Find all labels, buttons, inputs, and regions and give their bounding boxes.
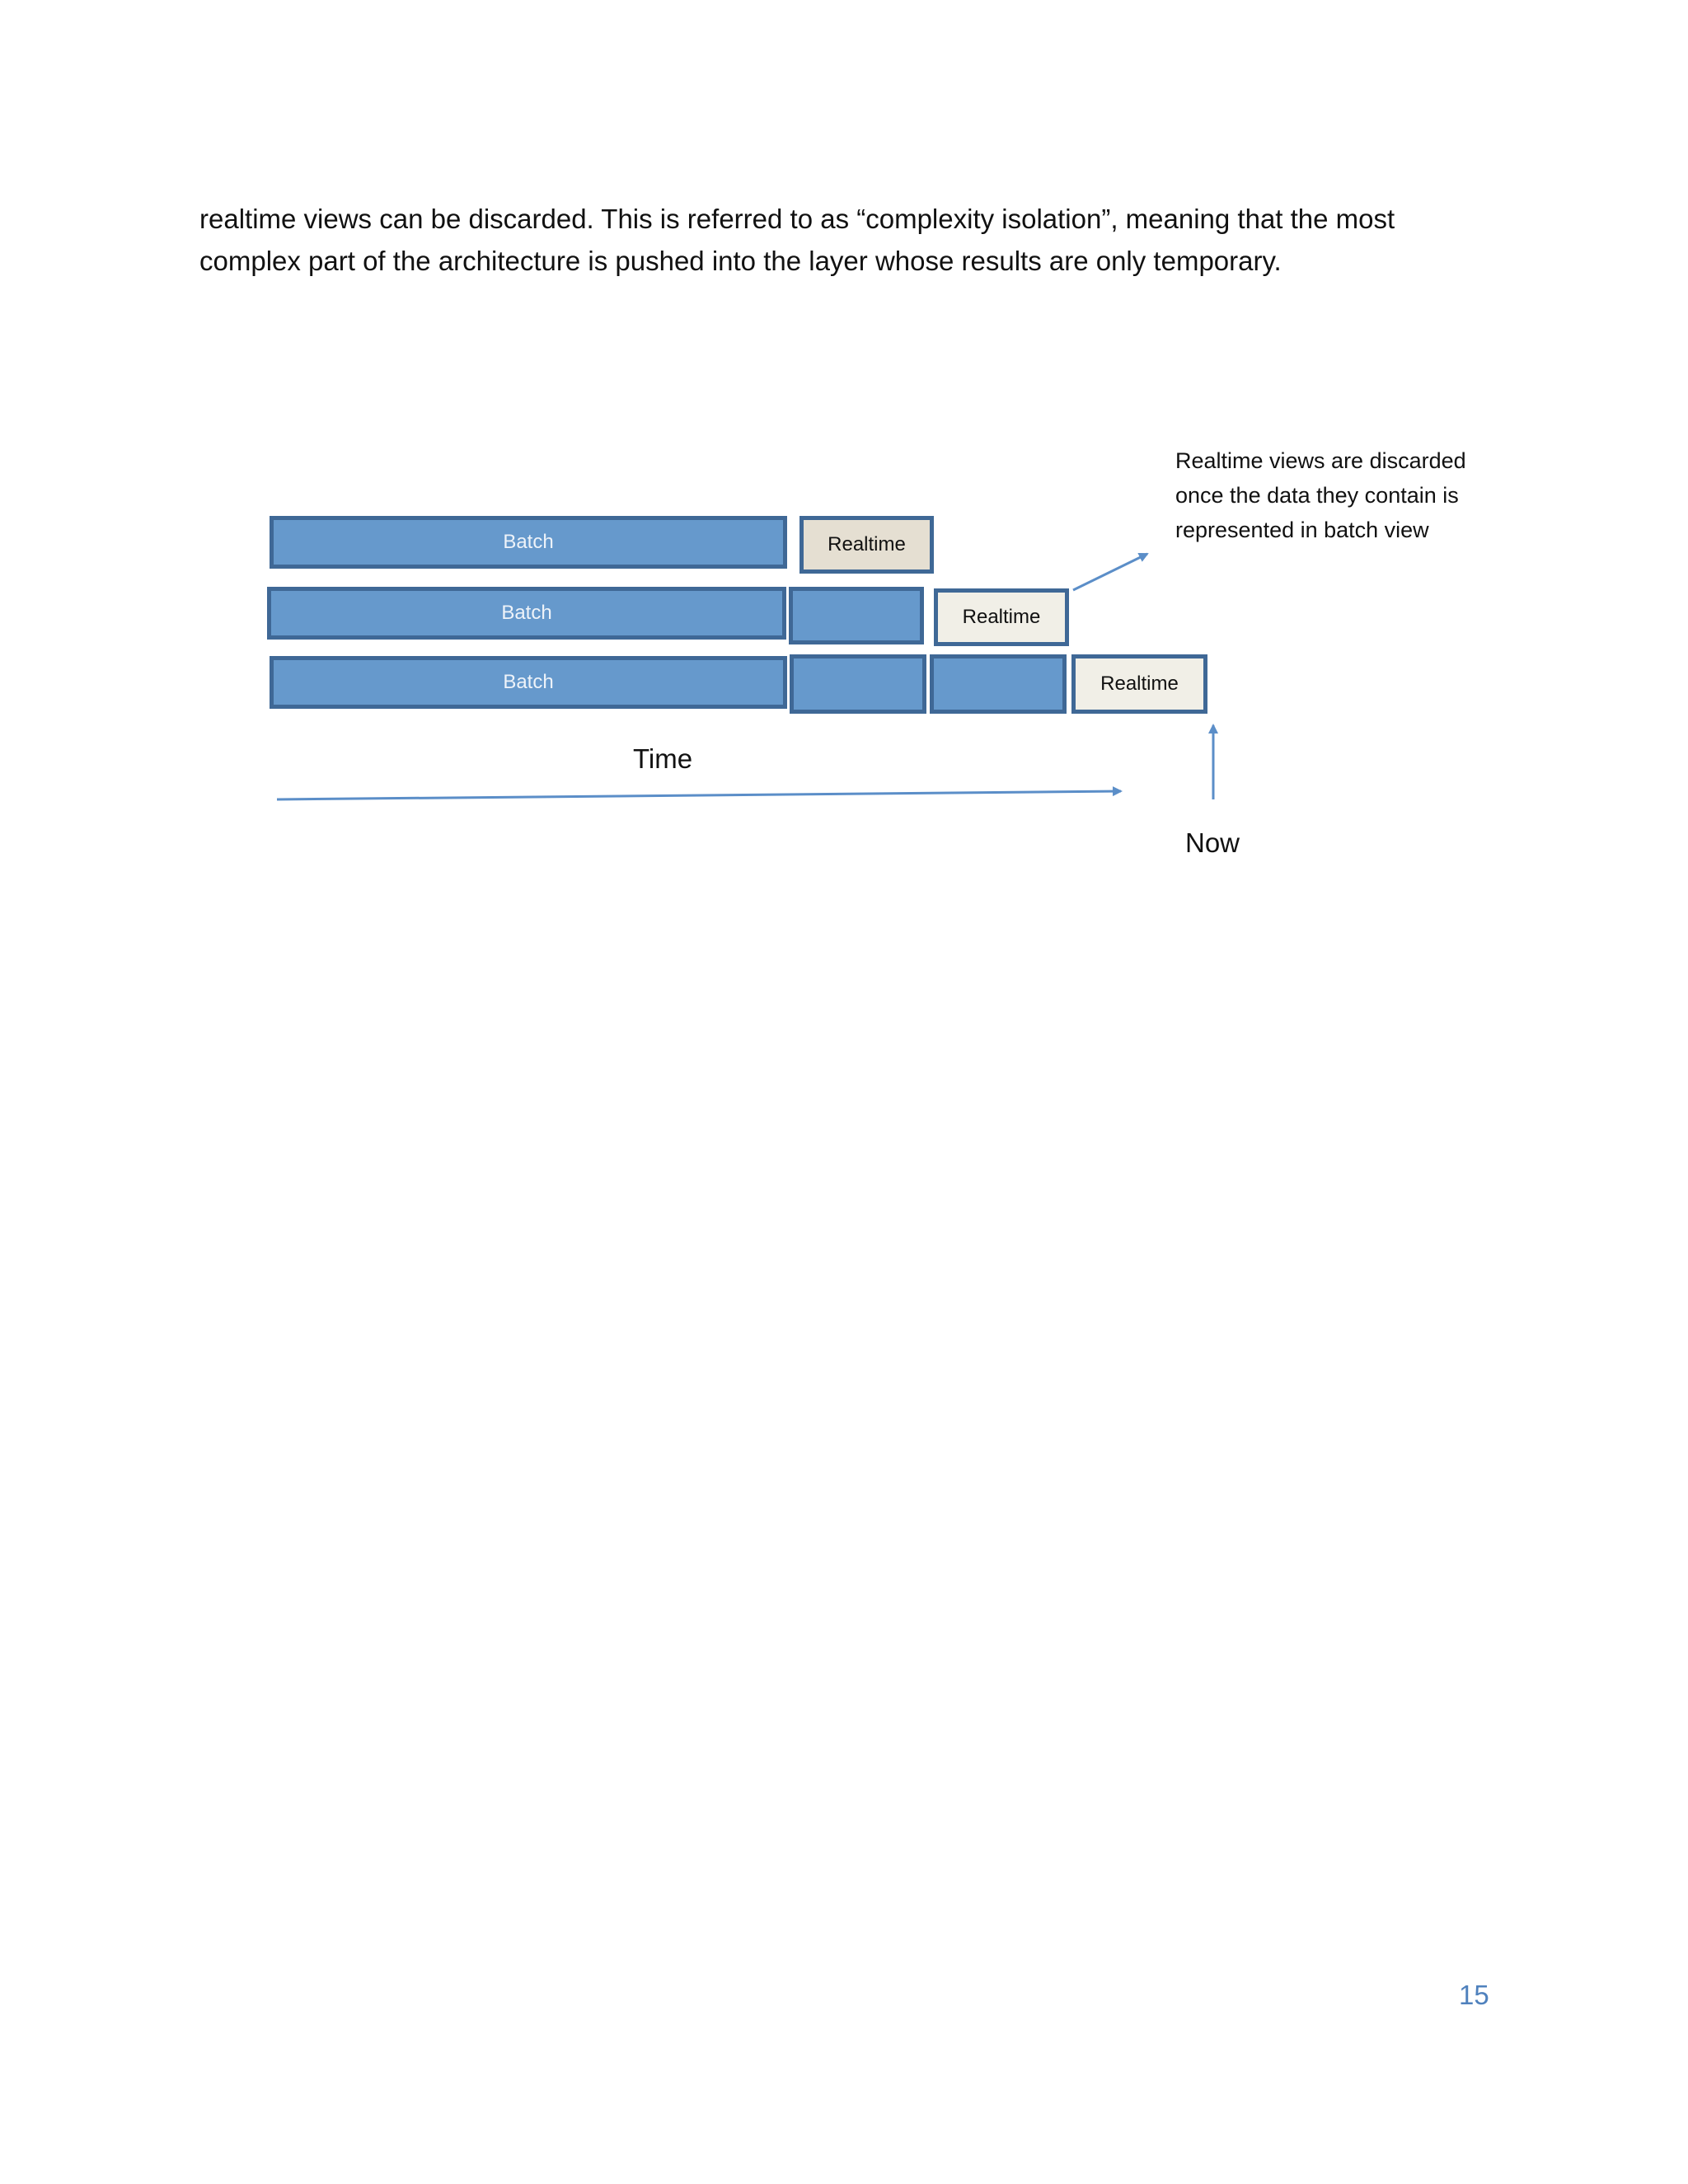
discard-note xyxy=(1175,443,1522,547)
body-line-2: complex part of the architecture is pushed into the layer whose results are only temporary. xyxy=(199,246,1282,276)
realtime-label-row-3: Realtime xyxy=(1100,673,1179,695)
discarded-realtime-row-3-b xyxy=(930,654,1067,714)
now-label: Now xyxy=(1185,827,1240,858)
discarded-realtime-row-2-a xyxy=(789,587,924,644)
batch-view-row-1 xyxy=(270,516,787,569)
page-number: 15 xyxy=(1459,1980,1489,2010)
realtime-view-row-3 xyxy=(1071,654,1207,714)
discarded-realtime-row-3-a xyxy=(790,654,926,714)
realtime-view-row-1 xyxy=(799,516,934,574)
note-line-2: once the data they contain is xyxy=(1175,483,1459,508)
body-line-1: realtime views can be discarded. This is referred to as “complexity isolation”, meaning that the most xyxy=(199,204,1395,234)
batch-label-row-1: Batch xyxy=(503,531,554,553)
batch-view-row-3 xyxy=(270,656,787,709)
batch-view-row-2 xyxy=(267,587,786,640)
time-arrow xyxy=(277,791,1121,799)
realtime-view-row-2 xyxy=(934,588,1069,646)
realtime-label-row-1: Realtime xyxy=(828,533,906,555)
discard-arrow xyxy=(1073,554,1147,590)
batch-label-row-2: Batch xyxy=(501,602,552,624)
note-line-1: Realtime views are discarded xyxy=(1175,448,1466,473)
batch-label-row-3: Batch xyxy=(503,671,554,693)
realtime-label-row-2: Realtime xyxy=(962,606,1041,628)
time-label: Time xyxy=(633,743,693,774)
note-line-3: represented in batch view xyxy=(1175,518,1429,542)
